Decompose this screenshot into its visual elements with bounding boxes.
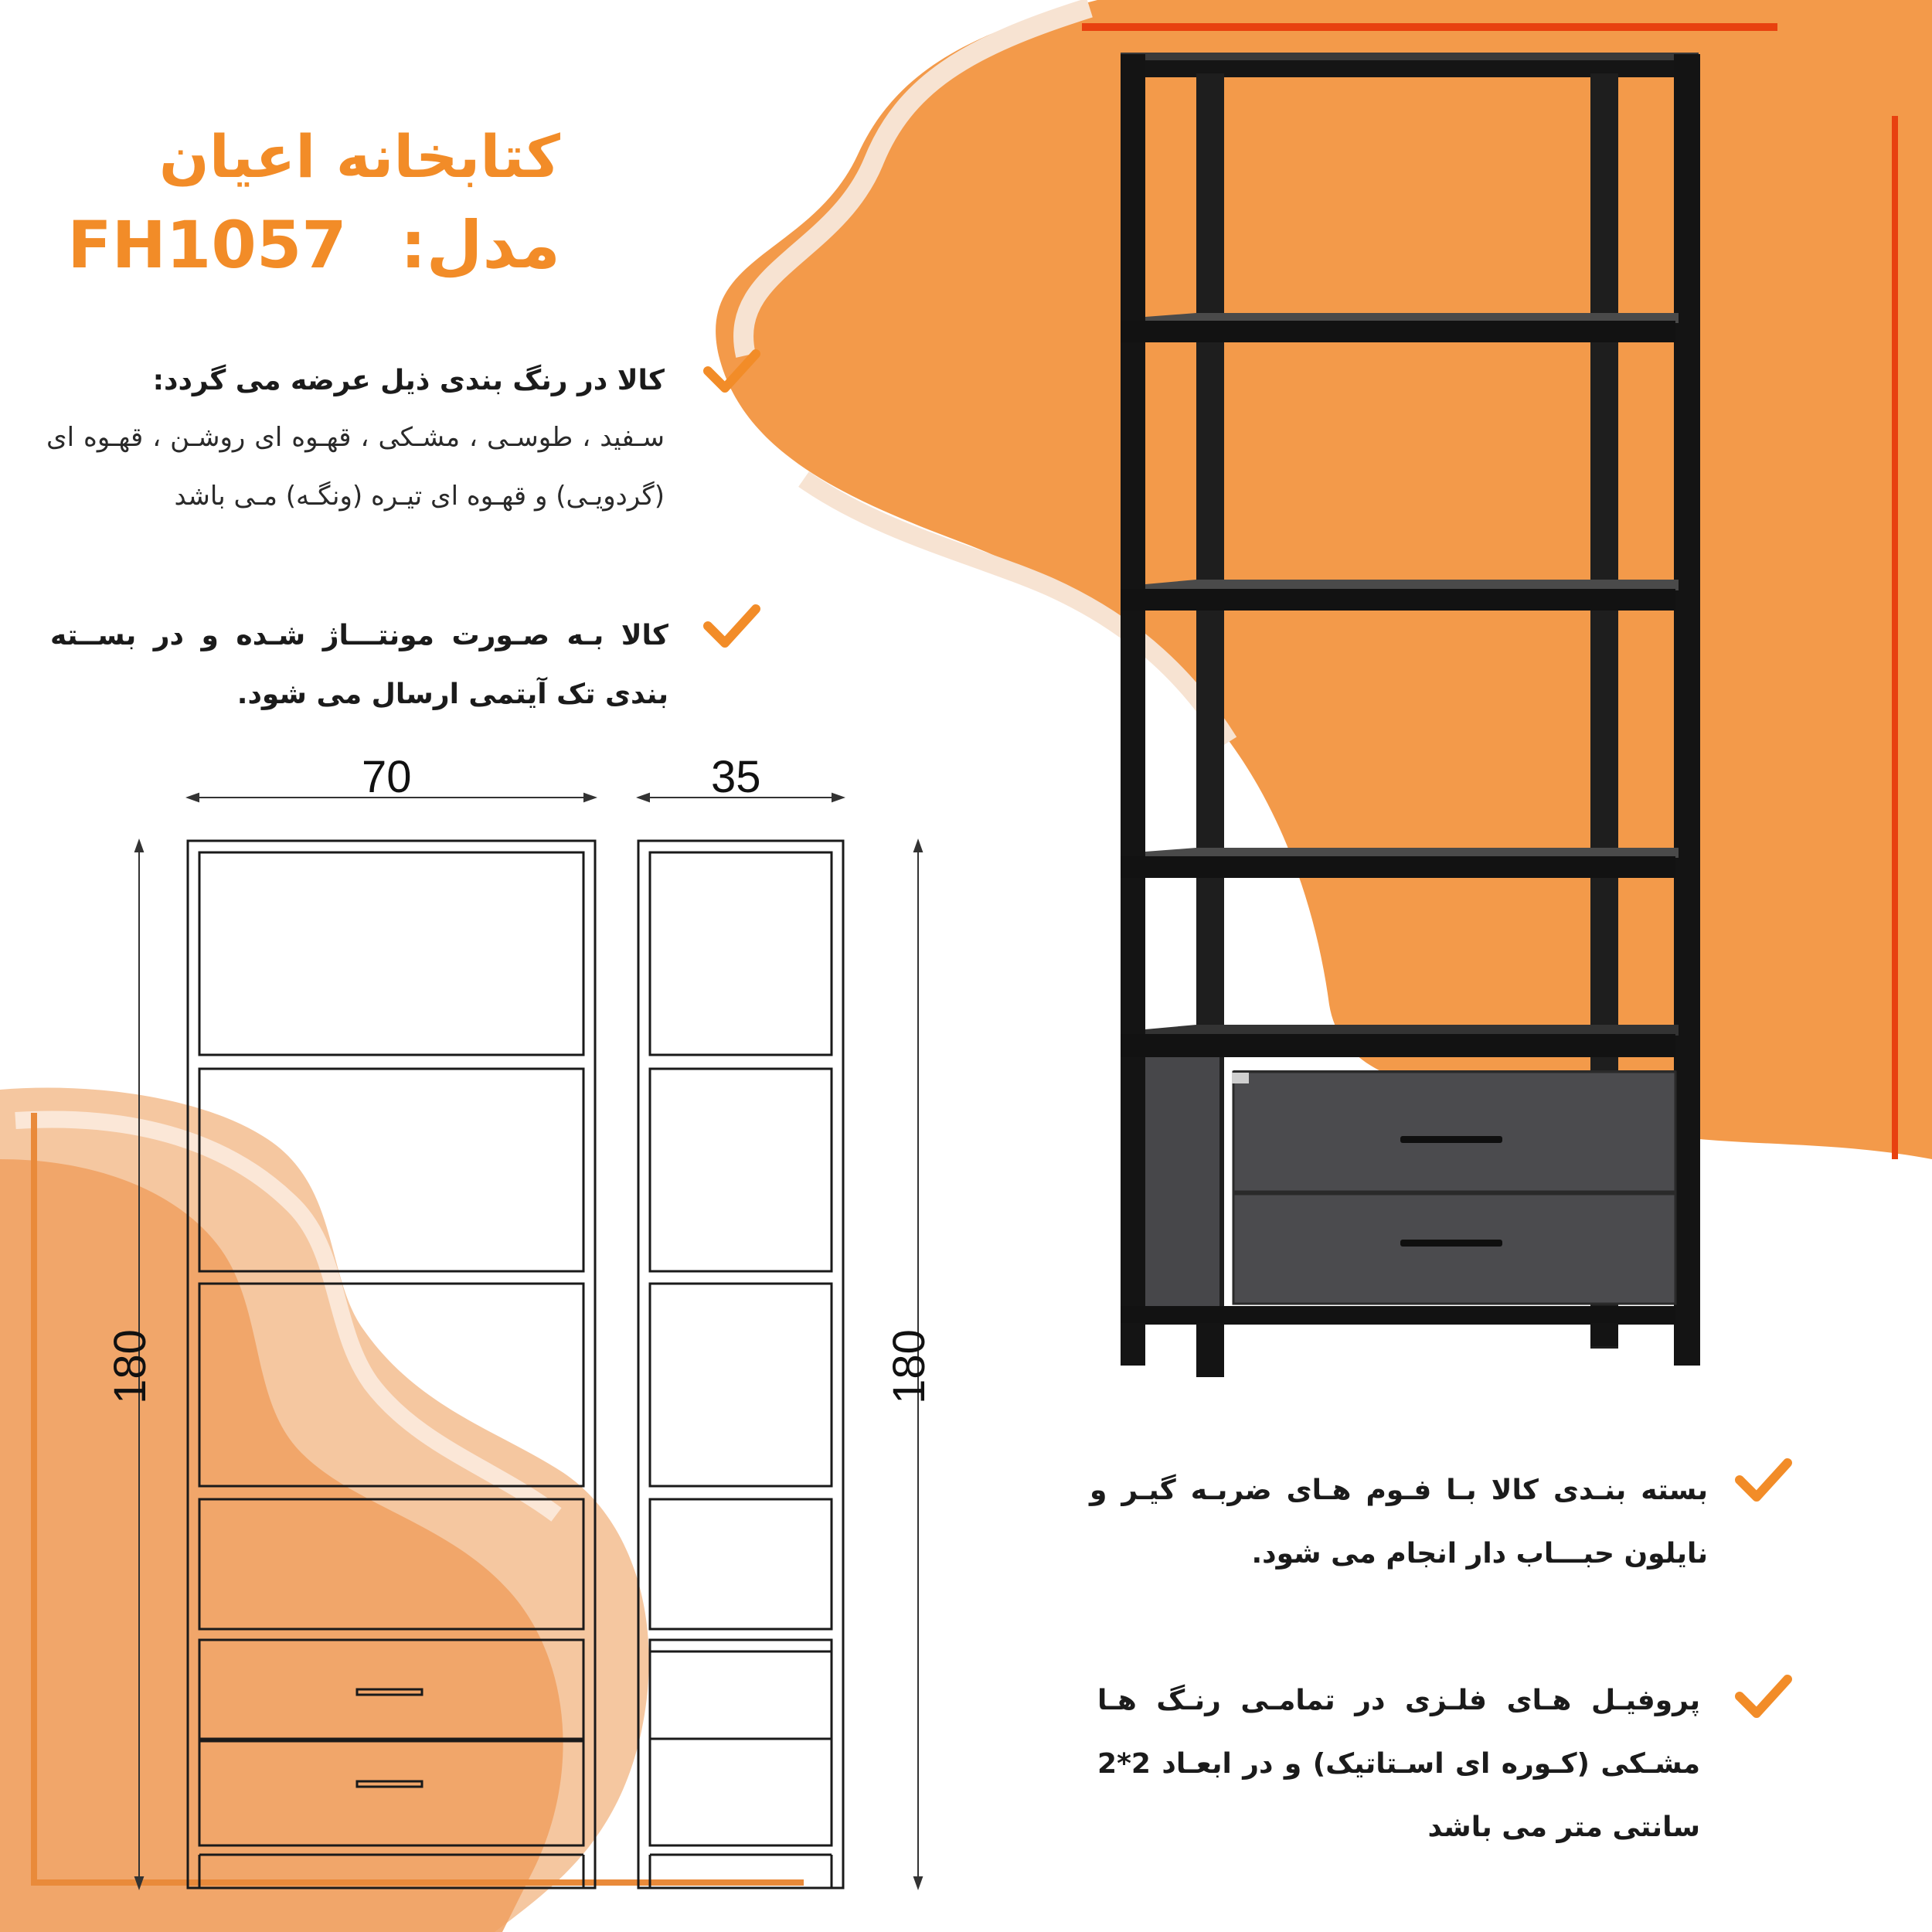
width-label: 70 [362, 752, 412, 802]
feature-heading: بسته بنـدی کالا بـا فـوم هـای ضربـه گیـر و نایلون حبـــاب دار انجام می شود. [1090, 1475, 1708, 1570]
height-label-front: 180 [104, 1329, 155, 1404]
feature-heading: پروفیـل هـای فلـزی در تمامـی رنـگ هـا مشـکی (کـوره ای اسـتاتیک) و در ابعـاد 2*2 سانتی متر می باشد [1097, 1685, 1700, 1843]
feature-heading: کالا بـه صـورت مونتـــاژ شـده و در بســته بندی تک آیتمی ارسال می شود. [50, 620, 668, 710]
drawer-handle [1400, 1240, 1502, 1247]
drawer-top [1233, 1072, 1675, 1192]
feature-heading: کالا در رنگ بندی ذیل عرضه می گردد: [152, 365, 665, 396]
product-title: کتابخانه اعیان [158, 122, 560, 191]
depth-label: 35 [711, 752, 761, 802]
drawer-handle [1400, 1136, 1502, 1143]
drawer-bottom [1233, 1194, 1675, 1304]
model-code: FH1057 [67, 207, 347, 283]
model-label: مدل: [400, 207, 560, 283]
feature-body: سـفید ، طوسـی ، مشـکی ، قهـوه ای روشـن ، قهـوه ای (گردویـی) و قهـوه ای تیـره (ونگـه) مـی باشد [46, 422, 665, 512]
height-label-side: 180 [883, 1329, 934, 1404]
